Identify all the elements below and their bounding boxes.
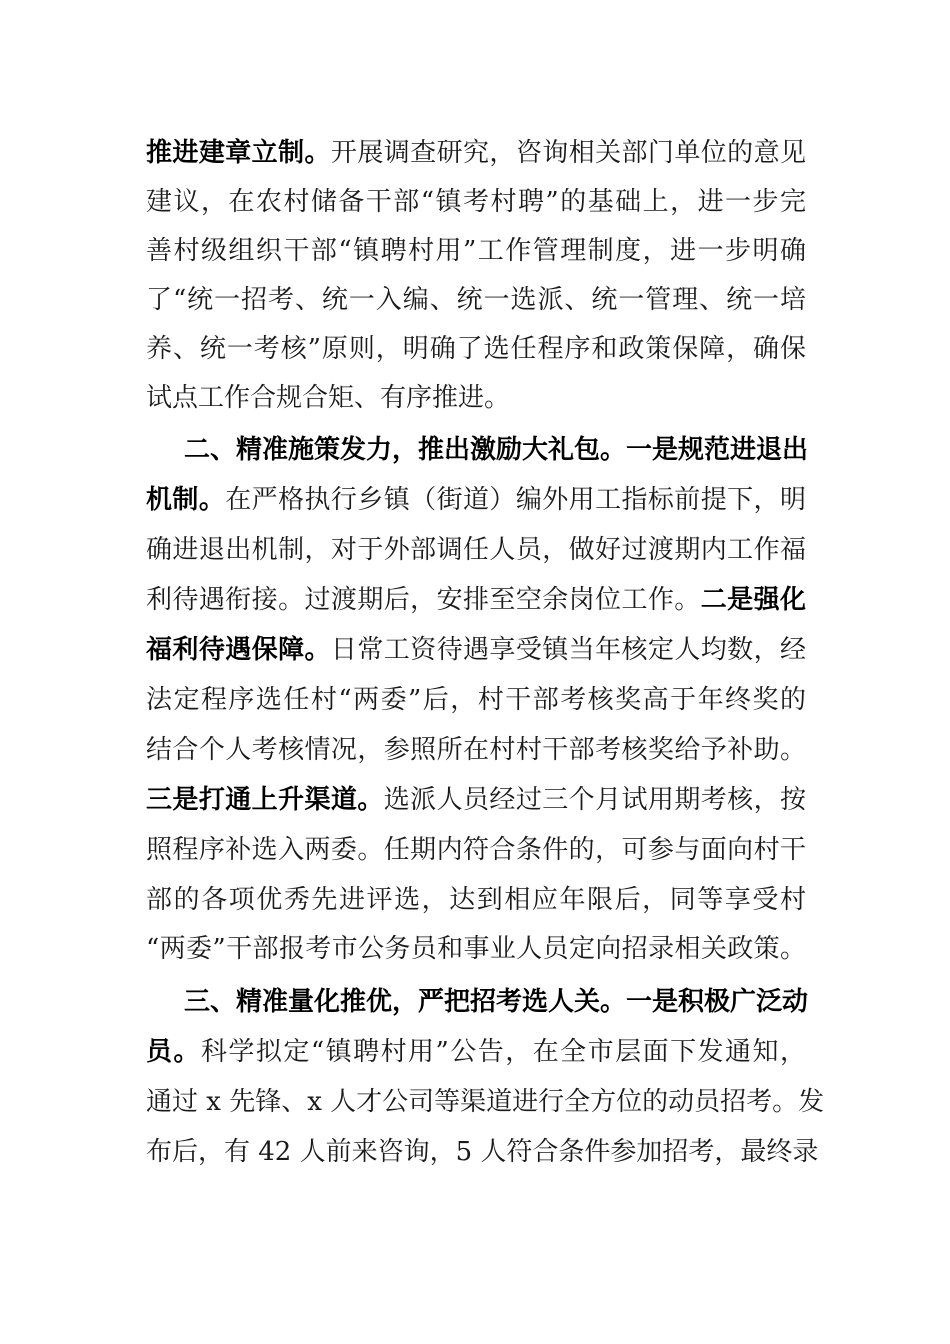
bold-heading: 推进建章立制。 <box>146 138 331 168</box>
text-line-7 <box>184 426 809 474</box>
line-text: 确进退出机制，对于外部调任人员，做好过渡期内工作福 <box>146 535 806 565</box>
bold-heading: 二是强化 <box>700 585 806 615</box>
line-text: 科学拟定“镇聘村用”公告，在全市层面下发通知， <box>200 1037 806 1067</box>
text-line-19 <box>146 1028 806 1076</box>
section-heading: 二、精准施策发力，推出激励大礼包。一是规范进退出 <box>184 435 809 465</box>
line-text: 法定程序选任村“两委”后，村干部考核奖高于年终奖的 <box>146 685 806 715</box>
bold-heading: 福利待遇保障。 <box>146 635 331 665</box>
text-line-3 <box>146 227 806 275</box>
bold-heading: 员。 <box>146 1037 201 1067</box>
text-line-2 <box>146 178 806 226</box>
line-text: 开展调查研究，咨询相关部门单位的意见 <box>330 138 806 168</box>
line-text: 建议，在农村储备干部“镇考村聘”的基础上，进一步完 <box>146 187 806 217</box>
line-text: “两委”干部报考市公务员和事业人员定向招录相关政策。 <box>146 934 806 964</box>
line-text: 布后，有 42 人前来咨询，5 人符合条件参加招考，最终录 <box>146 1137 819 1167</box>
text-line-16 <box>146 876 806 924</box>
line-text: 了“统一招考、统一入编、统一选派、统一管理、统一培 <box>146 285 806 315</box>
line-text: 选派人员经过三个月试用期考核，按 <box>383 785 806 815</box>
text-line-17 <box>146 925 806 973</box>
line-text: 利待遇衔接。过渡期后，安排至空余岗位工作。 <box>146 585 701 615</box>
line-text: 结合个人考核情况，参照所在村村干部考核奖给予补助。 <box>146 735 806 765</box>
text-line-14 <box>146 776 806 824</box>
line-text: 在严格执行乡镇（街道）编外用工指标前提下，明 <box>225 485 806 515</box>
text-line-10 <box>146 576 806 624</box>
text-line-5 <box>146 325 806 373</box>
text-line-4 <box>146 276 806 324</box>
text-line-18 <box>184 978 809 1026</box>
text-line-12 <box>146 676 806 724</box>
line-text: 养、统一考核”原则，明确了选任程序和政策保障，确保 <box>146 334 806 364</box>
text-line-9 <box>146 526 806 574</box>
line-text: 通过 x 先锋、x 人才公司等渠道进行全方位的动员招考。发 <box>146 1087 825 1117</box>
text-line-20 <box>146 1078 825 1126</box>
line-text: 照程序补选入两委。任期内符合条件的，可参与面向村干 <box>146 835 806 865</box>
text-line-13 <box>146 726 806 774</box>
line-text: 日常工资待遇享受镇当年核定人均数，经 <box>330 635 806 665</box>
bold-heading: 机制。 <box>146 485 226 515</box>
text-line-15 <box>146 826 806 874</box>
text-line-21 <box>146 1128 819 1176</box>
section-heading: 三、精准量化推优，严把招考选人关。一是积极广泛动 <box>184 987 809 1017</box>
text-line-1 <box>146 129 806 177</box>
line-text: 试点工作合规合矩、有序推进。 <box>146 383 511 413</box>
text-line-6 <box>146 374 806 422</box>
bold-heading: 三是打通上升渠道。 <box>146 785 384 815</box>
line-text: 部的各项优秀先进评选，达到相应年限后，同等享受村 <box>146 885 806 915</box>
text-line-11 <box>146 626 806 674</box>
text-line-8 <box>146 476 806 524</box>
line-text: 善村级组织干部“镇聘村用”工作管理制度，进一步明确 <box>146 236 806 266</box>
